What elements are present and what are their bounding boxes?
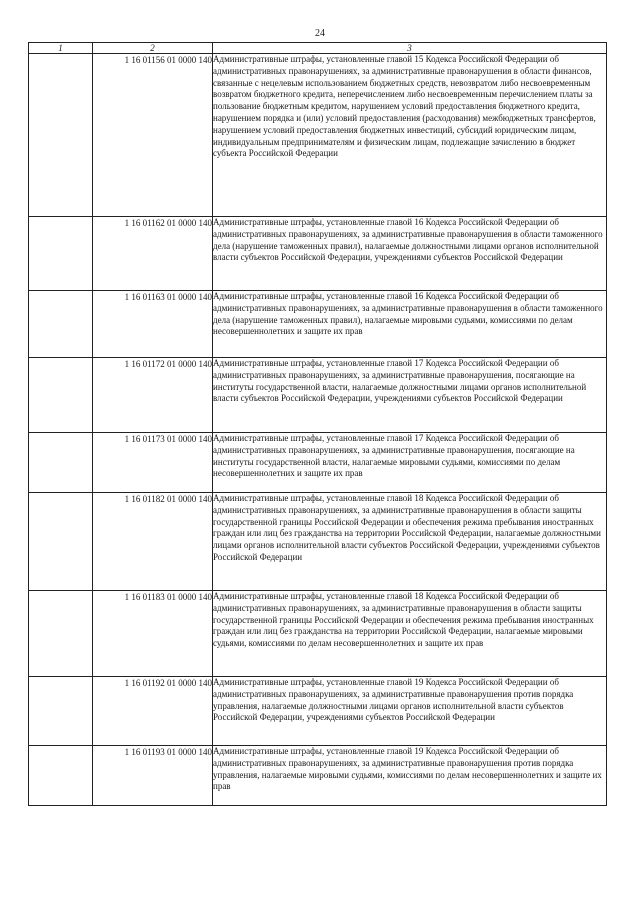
page-number: 24 — [315, 28, 325, 39]
budget-description: Административные штрафы, установленные главой 15 Кодекса Российской Федерации об административных правонарушениях, за административные правонарушения в области финансов, связанные с нецелевым использованием бюджетных средств, невозвратом либо несвоевременным возвратом бюджетного кредита, неперечислением либо несвоевременным перечислением платы за пользование бюджетным кредитом, нарушением условий предоставления бюджетного кредита, нарушением порядка и (или) условий предоставления (расходования) межбюджетных трансфертов, нарушением условий предоставления бюджетных инвестиций, субсидий юридическим лицам, индивидуальным предпринимателям и физическим лицам, подлежащие зачислению в бюджет субъекта Российской Федерации — [213, 54, 607, 217]
budget-description: Административные штрафы, установленные главой 19 Кодекса Российской Федерации об административных правонарушениях, за административные правонарушения против порядка управления, налагаемые должностными лицами органов исполнительной власти субъектов Российской Федерации, учреждениями субъектов Российской Федерации — [213, 677, 607, 746]
row-cell-empty — [29, 54, 93, 217]
budget-code: 1 16 01172 01 0000 140 — [93, 358, 213, 433]
budget-code: 1 16 01156 01 0000 140 — [93, 54, 213, 217]
budget-code: 1 16 01162 01 0000 140 — [93, 217, 213, 291]
row-cell-empty — [29, 746, 93, 806]
budget-code: 1 16 01182 01 0000 140 — [93, 493, 213, 591]
budget-code: 1 16 01173 01 0000 140 — [93, 433, 213, 493]
row-cell-empty — [29, 677, 93, 746]
table-row — [29, 433, 607, 493]
budget-code: 1 16 01192 01 0000 140 — [93, 677, 213, 746]
budget-description: Административные штрафы, установленные главой 19 Кодекса Российской Федерации об административных правонарушениях, за административные правонарушения против порядка управления, налагаемые мировыми судьями, комиссиями по делам несовершеннолетних и защите их прав — [213, 746, 607, 806]
table-row — [29, 54, 607, 217]
table-row — [29, 493, 607, 591]
table-row — [29, 217, 607, 291]
row-cell-empty — [29, 217, 93, 291]
budget-classification-table — [28, 42, 607, 806]
table-header-row — [29, 43, 607, 54]
table-row — [29, 677, 607, 746]
column-header-1: 1 — [29, 43, 93, 54]
row-cell-empty — [29, 493, 93, 591]
column-header-3: 3 — [213, 43, 607, 54]
budget-description: Административные штрафы, установленные главой 17 Кодекса Российской Федерации об административных правонарушениях, за административные правонарушения, посягающие на институты государственной власти, налагаемые должностными лицами органов исполнительной власти субъектов Российской Федерации, учреждениями субъектов Российской Федерации — [213, 358, 607, 433]
budget-code: 1 16 01163 01 0000 140 — [93, 291, 213, 358]
column-header-2: 2 — [93, 43, 213, 54]
budget-description: Административные штрафы, установленные главой 16 Кодекса Российской Федерации об административных правонарушениях, за административные правонарушения в области таможенного дела (нарушение таможенных правил), налагаемые должностными лицами органов исполнительной власти субъектов Российской Федерации, учреждениями субъектов Российской Федерации — [213, 217, 607, 291]
row-cell-empty — [29, 433, 93, 493]
budget-description: Административные штрафы, установленные главой 18 Кодекса Российской Федерации об административных правонарушениях, за административные правонарушения в области защиты государственной границы Российской Федерации и обеспечения режима пребывания иностранных граждан или лиц без гражданства на территории Российской Федерации, налагаемые мировыми судьями, комиссиями по делам несовершеннолетних и защите их прав — [213, 591, 607, 677]
table-row — [29, 291, 607, 358]
budget-description: Административные штрафы, установленные главой 18 Кодекса Российской Федерации об административных правонарушениях, за административные правонарушения в области защиты государственной границы Российской Федерации и обеспечения режима пребывания иностранных граждан или лиц без гражданства на территории Российской Федерации, налагаемые должностными лицами органов исполнительной власти субъектов Российской Федерации, учреждениями субъектов Российской Федерации — [213, 493, 607, 591]
budget-description: Административные штрафы, установленные главой 16 Кодекса Российской Федерации об административных правонарушениях, за административные правонарушения в области таможенного дела (нарушение таможенных правил), налагаемые мировыми судьями, комиссиями по делам несовершеннолетних и защите их прав — [213, 291, 607, 358]
row-cell-empty — [29, 358, 93, 433]
table-row — [29, 358, 607, 433]
budget-description: Административные штрафы, установленные главой 17 Кодекса Российской Федерации об административных правонарушениях, за административные правонарушения, посягающие на институты государственной власти, налагаемые мировыми судьями, комиссиями по делам несовершеннолетних и защите их прав — [213, 433, 607, 493]
row-cell-empty — [29, 291, 93, 358]
budget-code: 1 16 01193 01 0000 140 — [93, 746, 213, 806]
table-row — [29, 591, 607, 677]
table-row — [29, 746, 607, 806]
budget-code: 1 16 01183 01 0000 140 — [93, 591, 213, 677]
row-cell-empty — [29, 591, 93, 677]
